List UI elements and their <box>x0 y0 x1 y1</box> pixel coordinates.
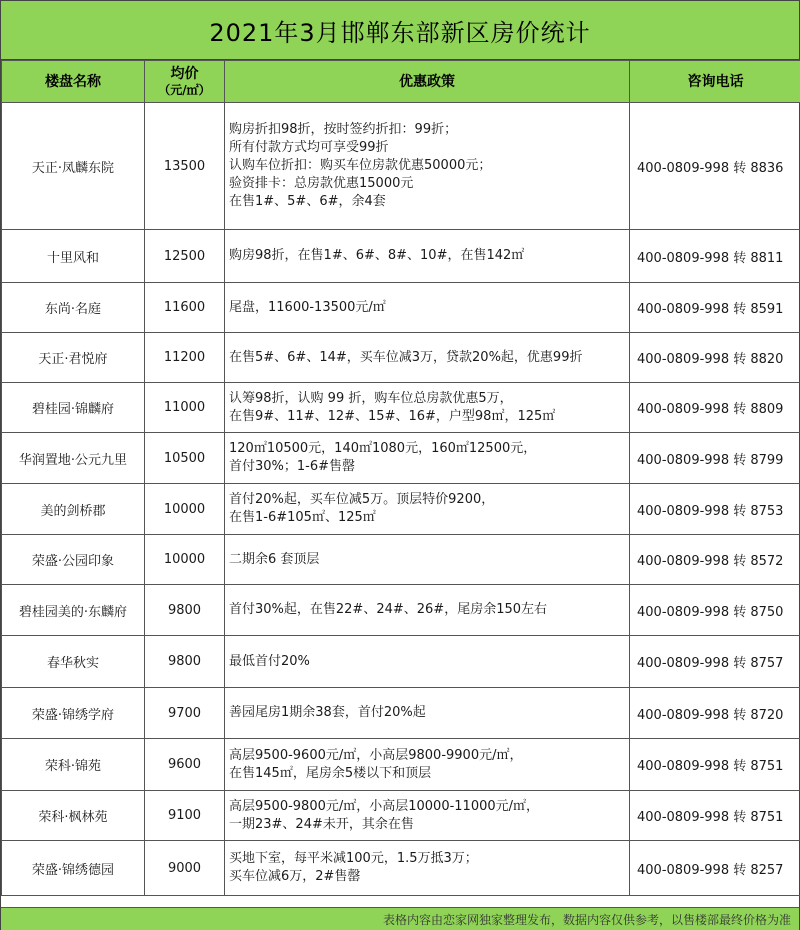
discount-policy <box>225 333 630 383</box>
header-price-label: 均价 <box>170 65 199 82</box>
table-row <box>2 636 800 688</box>
policy-line: 认筹98折，认购 99 折，购车位总房款优惠5万， <box>229 390 513 406</box>
discount-policy <box>225 636 630 688</box>
table-row <box>2 841 800 896</box>
table-row <box>2 433 800 484</box>
contact-phone: 400-0809-998 转 8809 <box>630 383 800 433</box>
property-name: 天正·凤麟东院 <box>2 103 145 230</box>
property-name: 荣科·锦苑 <box>2 739 145 791</box>
property-name: 天正·君悦府 <box>2 333 145 383</box>
policy-line: 一期23#、24#未开，其余在售 <box>229 816 414 832</box>
header-name: 楼盘名称 <box>2 61 145 103</box>
header-price <box>145 61 225 103</box>
average-price: 9000 <box>145 841 225 896</box>
policy-line: 尾盘，11600-13500元/㎡ <box>229 299 386 315</box>
discount-policy <box>225 791 630 841</box>
average-price: 9100 <box>145 791 225 841</box>
contact-phone: 400-0809-998 转 8591 <box>630 283 800 333</box>
policy-line: 高层9500-9600元/㎡，小高层9800-9900元/㎡， <box>229 747 523 763</box>
contact-phone: 400-0809-998 转 8750 <box>630 585 800 636</box>
property-name: 荣盛·公园印象 <box>2 535 145 585</box>
footer-note: 表格内容由恋家网独家整理发布，数据内容仅供参考，以售楼部最终价格为准 <box>1 907 799 930</box>
price-table <box>1 60 800 896</box>
table-row <box>2 791 800 841</box>
table-row <box>2 333 800 383</box>
policy-line: 在售145㎡，尾房余5楼以下和顶层 <box>229 765 432 781</box>
policy-line: 二期余6 套顶层 <box>229 551 320 567</box>
table-row <box>2 103 800 230</box>
policy-line: 在售1-6#105㎡、125㎡ <box>229 510 376 525</box>
property-name: 荣盛·锦绣学府 <box>2 688 145 739</box>
policy-line: 高层9500-9800元/㎡，小高层10000-11000元/㎡， <box>229 798 540 814</box>
property-name: 华润置地·公元九里 <box>2 433 145 484</box>
header-phone: 咨询电话 <box>630 61 800 103</box>
property-name: 荣盛·锦绣德园 <box>2 841 145 896</box>
policy-line: 在售1#、5#、6#，余4套 <box>229 194 386 209</box>
contact-phone: 400-0809-998 转 8751 <box>630 739 800 791</box>
contact-phone: 400-0809-998 转 8751 <box>630 791 800 841</box>
policy-line: 首付30%；1-6#售罄 <box>229 459 356 474</box>
discount-policy <box>225 103 630 230</box>
average-price: 11200 <box>145 333 225 383</box>
discount-policy <box>225 739 630 791</box>
contact-phone: 400-0809-998 转 8572 <box>630 535 800 585</box>
contact-phone: 400-0809-998 转 8811 <box>630 230 800 283</box>
contact-phone: 400-0809-998 转 8757 <box>630 636 800 688</box>
average-price: 13500 <box>145 103 225 230</box>
contact-phone: 400-0809-998 转 8753 <box>630 484 800 535</box>
discount-policy <box>225 230 630 283</box>
policy-line: 所有付款方式均可享受99折 <box>229 140 389 155</box>
contact-phone: 400-0809-998 转 8257 <box>630 841 800 896</box>
policy-line: 买地下室，每平米减100元，1.5万抵3万； <box>229 851 478 866</box>
discount-policy <box>225 535 630 585</box>
property-name: 荣科·枫林苑 <box>2 791 145 841</box>
policy-line: 购房折扣98折，按时签约折扣：99折； <box>229 122 458 137</box>
header-price-unit: （元/㎡） <box>158 82 211 97</box>
policy-line: 买车位减6万，2#售罄 <box>229 869 361 884</box>
table-row <box>2 283 800 333</box>
average-price: 9600 <box>145 739 225 791</box>
table-row <box>2 484 800 535</box>
policy-line: 在售5#、6#、14#，买车位减3万，贷款20%起，优惠99折 <box>229 349 583 365</box>
contact-phone: 400-0809-998 转 8836 <box>630 103 800 230</box>
contact-phone: 400-0809-998 转 8799 <box>630 433 800 484</box>
contact-phone: 400-0809-998 转 8720 <box>630 688 800 739</box>
contact-phone: 400-0809-998 转 8820 <box>630 333 800 383</box>
average-price: 9800 <box>145 636 225 688</box>
policy-line: 认购车位折扣：购买车位房款优惠50000元； <box>229 158 492 173</box>
discount-policy <box>225 484 630 535</box>
property-name: 春华秋实 <box>2 636 145 688</box>
discount-policy <box>225 283 630 333</box>
property-name: 东尚·名庭 <box>2 283 145 333</box>
header-policy: 优惠政策 <box>225 61 630 103</box>
table-row <box>2 739 800 791</box>
policy-line: 首付30%起，在售22#、24#、26#，尾房余150左右 <box>229 602 548 617</box>
policy-line: 最低首付20% <box>229 653 310 669</box>
discount-policy <box>225 841 630 896</box>
discount-policy <box>225 433 630 484</box>
property-name: 碧桂园美的·东麟府 <box>2 585 145 636</box>
policy-line: 首付20%起，买车位减5万。顶层特价9200， <box>229 492 495 507</box>
table-header-row <box>2 61 800 103</box>
policy-line: 善园尾房1期余38套，首付20%起 <box>229 705 426 720</box>
table-row <box>2 535 800 585</box>
average-price: 9700 <box>145 688 225 739</box>
discount-policy <box>225 688 630 739</box>
property-name: 碧桂园·锦麟府 <box>2 383 145 433</box>
table-row <box>2 230 800 283</box>
policy-line: 120㎡10500元，140㎡1080元，160㎡12500元， <box>229 441 537 456</box>
table-row <box>2 688 800 739</box>
policy-line: 验资排卡：总房款优惠15000元 <box>229 176 414 191</box>
table-row <box>2 383 800 433</box>
discount-policy <box>225 585 630 636</box>
discount-policy <box>225 383 630 433</box>
policy-line: 购房98折，在售1#、6#、8#、10#，在售142㎡ <box>229 248 525 263</box>
average-price: 9800 <box>145 585 225 636</box>
page-title: 2021年3月邯郸东部新区房价统计 <box>1 0 799 60</box>
average-price: 11000 <box>145 383 225 433</box>
table-row <box>2 585 800 636</box>
average-price: 10500 <box>145 433 225 484</box>
average-price: 12500 <box>145 230 225 283</box>
property-name: 美的剑桥郡 <box>2 484 145 535</box>
average-price: 10000 <box>145 535 225 585</box>
average-price: 11600 <box>145 283 225 333</box>
average-price: 10000 <box>145 484 225 535</box>
policy-line: 在售9#、11#、12#、15#、16#，户型98㎡，125㎡ <box>229 408 556 424</box>
property-name: 十里风和 <box>2 230 145 283</box>
